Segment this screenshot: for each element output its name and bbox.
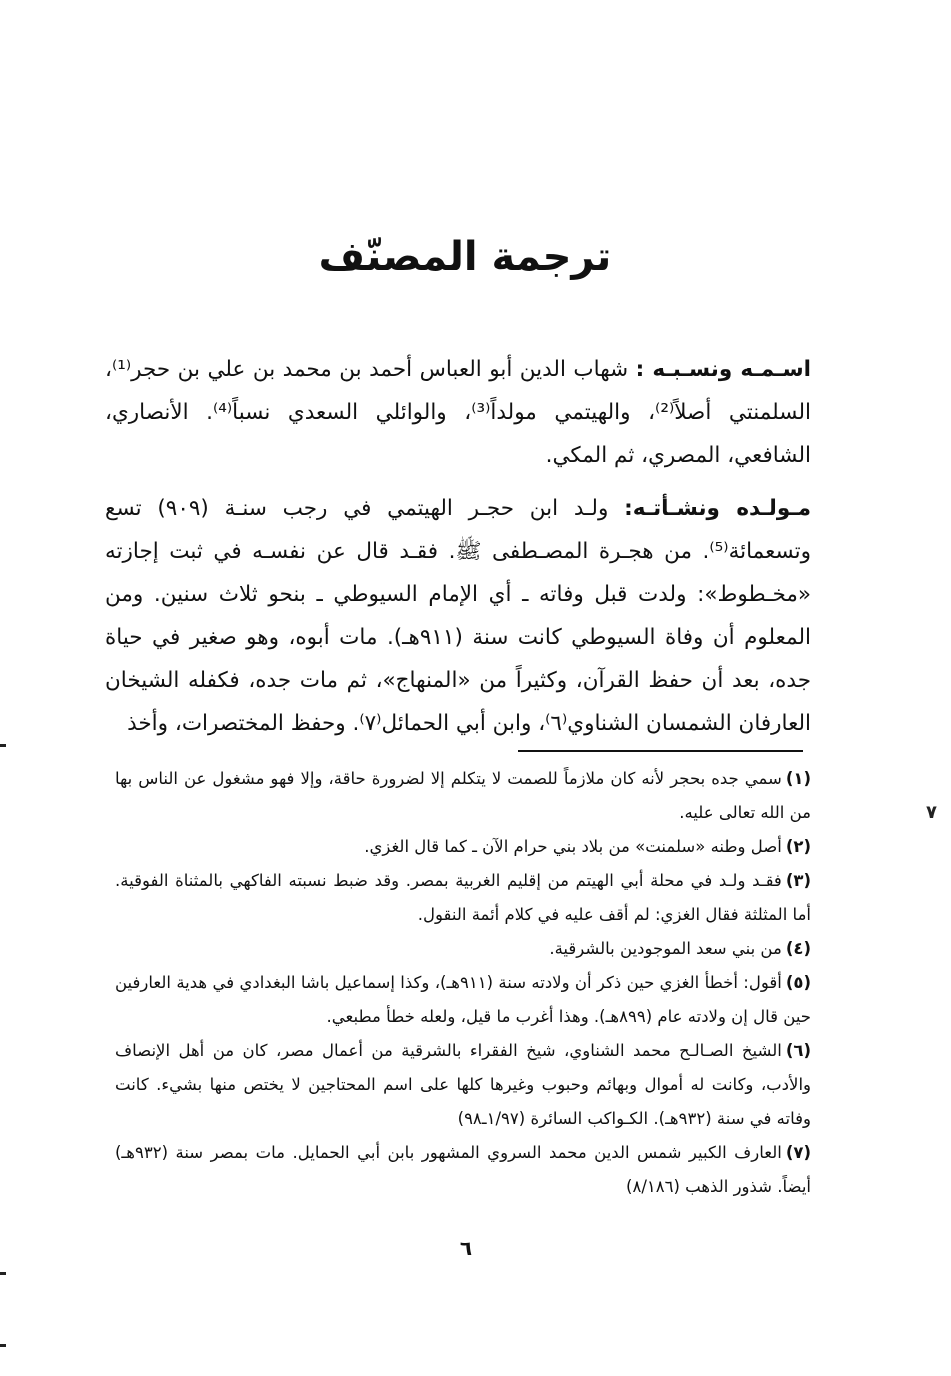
footnote xyxy=(115,830,811,864)
footnote-number: (٣) xyxy=(785,871,811,890)
footnote-text: العارف الكبير شمس الدين محمد السروي المشهور بابن أبي الحمايل. مات بمصر سنة (٩٣٢هـ) أيضاً. شذور الذهب (٨/١٨٦) xyxy=(115,1143,811,1196)
page-title: ترجمة المصنّف xyxy=(318,234,612,280)
footnote-number: (٥) xyxy=(785,973,811,992)
footnote xyxy=(115,762,811,830)
paragraph-text: ولـد ابن حجـر الهيتمي في رجب سنـة (٩٠٩) تسع وتسعمائة⁽⁵⁾. من هجـرة المصـطفى ﷺ. فقـد قال عن نفسـه في ثبت إجازته «مخـطوط»: ولدت قبل وفاته ـ أي الإمام السيوطي ـ بنحو ثلاث سنين. ومن المعلوم أن وفاة السيوطي كانت سنة (٩١١هـ). مات أبوه، وهو صغير في حياة جده، بعد أن حفظ القرآن، وكثيراً من «المنهاج»، ثم مات جده، فكفله الشيخان العارفان الشمسان الشناوي⁽٦⁾، وابن أبي الحمائل⁽٧⁾. وحفظ المختصرات، وأخذ xyxy=(105,496,811,736)
footnote-number: (٧) xyxy=(785,1143,811,1162)
footnote-number: (٢) xyxy=(785,837,811,856)
footnote-separator xyxy=(518,750,803,752)
footnote-text: الشيخ الصـالـح محمد الشناوي، شيخ الفقراء بالشرقية من أعمال مصر، كان من أهل الإنصاف والأدب، وكانت له أموال وبهائم وحبوب وغيرها كلها على اسم المحتاجين لا يختص منها بشيء. كانت وفاته في سنة (٩٣٢هـ). الكـواكب السائرة (١/٩٧ـ٩٨) xyxy=(115,1041,811,1128)
footnote-number: (٦) xyxy=(785,1041,811,1060)
footnote xyxy=(115,966,811,1034)
margin-tick xyxy=(0,744,6,747)
paragraph-name-lineage xyxy=(105,348,811,477)
footnote-text: فقـد ولـد في محلة أبي الهيتم من إقليم الغربية بمصر. وقد ضبط نسبته الفاكهي بالمثناة الفوقية. أما المثلثة فقال الغزي: لم أقف عليه في كلام أئمة النقول. xyxy=(115,871,811,924)
footnote xyxy=(115,864,811,932)
footnote-text: من بني سعد الموجودين بالشرقية. xyxy=(549,939,782,958)
footnote xyxy=(115,1034,811,1136)
footnote-text: سمي جده بحجر لأنه كان ملازماً للصمت لا يتكلم إلا لضرورة حاقة، وإلا فهو مشغول عن الناس بها من الله تعالى عليه. xyxy=(115,769,811,822)
footnote-number: (٤) xyxy=(785,939,811,958)
margin-mark: ٧ xyxy=(926,802,937,823)
paragraph-lead: مـولـده ونشـأتـه: xyxy=(624,496,811,521)
paragraph-text: شهاب الدين أبو العباس أحمد بن محمد بن علي بن حجر⁽¹⁾، السلمنتي أصلاً⁽²⁾، والهيتمي مولداً⁽³⁾، والوائلي السعدي نسباً⁽⁴⁾. الأنصاري، الشافعي، المصري، ثم المكي. xyxy=(105,357,812,468)
footnote-text: أقول: أخطأ الغزي حين ذكر أن ولادته سنة (٩١١هـ)، وكذا إسماعيل باشا البغدادي في هدية العارفين حين قال إن ولادته عام (٨٩٩هـ). وهذا أغرب ما قيل، ولعله خطأ مطبعي. xyxy=(115,973,811,1026)
footnote-text: أصل وطنه «سلمنت» من بلاد بني حرام الآن ـ كما قال الغزي. xyxy=(364,837,782,856)
paragraph-birth-upbringing xyxy=(105,487,811,745)
footnotes xyxy=(115,762,811,1204)
footnote xyxy=(115,932,811,966)
footnote xyxy=(115,1136,811,1204)
paragraph-lead: اسـمـه ونسـبـه : xyxy=(635,357,812,382)
page-number: ٦ xyxy=(459,1236,473,1260)
footnote-number: (١) xyxy=(785,769,811,788)
margin-tick xyxy=(0,1272,6,1275)
margin-tick xyxy=(0,1344,6,1347)
